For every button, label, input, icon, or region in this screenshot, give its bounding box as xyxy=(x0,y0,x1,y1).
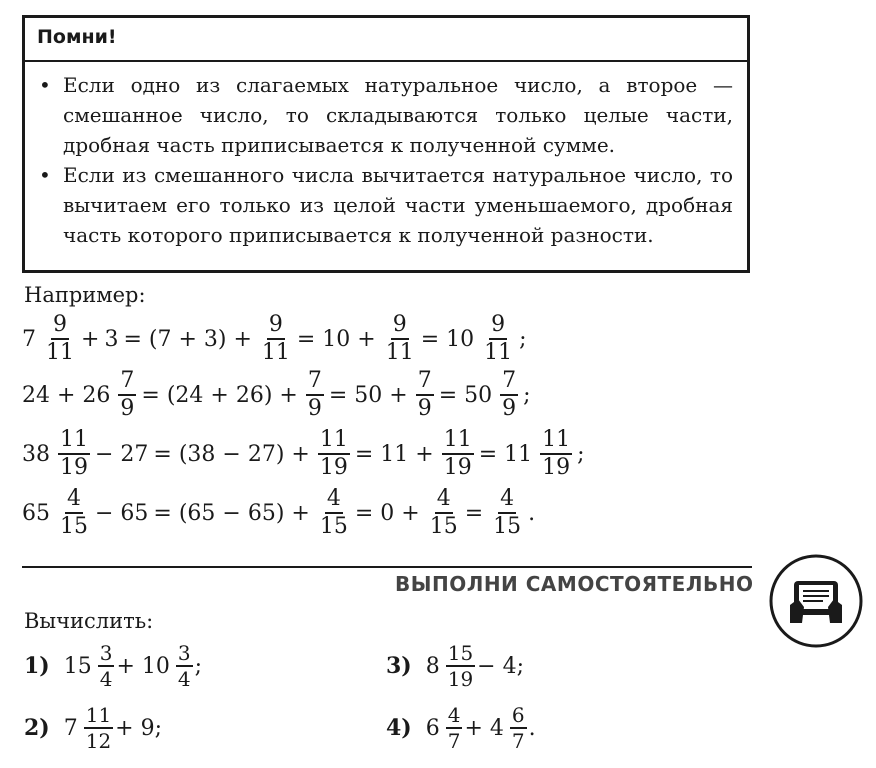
fraction: $\frac{11}{19}$ xyxy=(542,427,571,480)
task-4: 4) 6 $\frac{4}{7}$ + 4 $\frac{6}{7}$ . xyxy=(386,703,536,753)
bullet-icon: • xyxy=(39,73,51,97)
fraction: $\frac{9}{11}$ xyxy=(46,312,74,365)
rule-list xyxy=(25,62,747,250)
fraction: $\frac{4}{15}$ xyxy=(429,486,458,539)
fraction: $\frac{4}{15}$ xyxy=(319,486,348,539)
rule-title: Помни! xyxy=(25,18,747,62)
fraction: $\frac{15}{19}$ xyxy=(447,641,474,691)
section-header: ВЫПОЛНИ САМОСТОЯТЕЛЬНО xyxy=(395,572,754,596)
fraction: $\frac{7}{9}$ xyxy=(307,368,322,421)
fraction: $\frac{4}{15}$ xyxy=(493,486,522,539)
task-1: 1) 15 $\frac{3}{4}$ + 10 $\frac{3}{4}$ ; xyxy=(24,641,203,691)
rule-item: • Если одно из слагаемых натуральное число, а второе — смешанное число, то складываются только целые части, дробная часть приписывается к полученной сумме. xyxy=(63,70,733,160)
task-3: 3) 8 $\frac{15}{19}$ − 4; xyxy=(386,641,525,691)
example-line-3: 38 $\frac{11}{19}$ − 27 = (38 − 27) + $\frac{11}{19}$ = 11 + $\frac{11}{19}$ = 11 $\frac{11}{19}$ ; xyxy=(22,427,585,480)
fraction: $\frac{11}{19}$ xyxy=(60,427,88,480)
section-divider xyxy=(22,566,752,568)
example-line-2: 24 + 26 $\frac{7}{9}$ = (24 + 26) + $\frac{7}{9}$ = 50 + $\frac{7}{9}$ = 50 $\frac{7}{9}$ ; xyxy=(22,368,531,421)
fraction: $\frac{4}{7}$ xyxy=(447,703,461,753)
rule-box xyxy=(22,15,750,273)
examples-title: Например: xyxy=(24,283,146,307)
bullet-icon: • xyxy=(39,163,51,187)
rule-item: • Если из смешанного числа вычитается натуральное число, то вычитаем его только из целой части уменьшаемого, дробная часть которого приписывается к полученной разности. xyxy=(63,160,733,250)
example-line-4: 65 $\frac{4}{15}$ − 65 = (65 − 65) + $\frac{4}{15}$ = 0 + $\frac{4}{15}$ = $\frac{4}{15}$ . xyxy=(22,486,536,539)
fraction: $\frac{3}{4}$ xyxy=(99,641,113,691)
fraction: $\frac{9}{11}$ xyxy=(484,312,513,365)
fraction: $\frac{7}{9}$ xyxy=(502,368,517,421)
fraction: $\frac{11}{12}$ xyxy=(85,703,112,753)
tasks-title: Вычислить: xyxy=(24,609,154,633)
fraction: $\frac{7}{9}$ xyxy=(417,368,432,421)
task-2: 2) 7 $\frac{11}{12}$ + 9; xyxy=(24,703,163,753)
fraction: $\frac{4}{15}$ xyxy=(60,486,88,539)
fraction: $\frac{11}{19}$ xyxy=(443,427,472,480)
example-line-1: 7 $\frac{9}{11}$ + 3 = (7 + 3) + $\frac{9}{11}$ = 10 + $\frac{9}{11}$ = 10 $\frac{9}{11}$ ; xyxy=(22,312,527,365)
fraction: $\frac{7}{9}$ xyxy=(120,368,135,421)
fraction: $\frac{6}{7}$ xyxy=(511,703,525,753)
fraction: $\frac{9}{11}$ xyxy=(385,312,414,365)
fraction: $\frac{11}{19}$ xyxy=(319,427,348,480)
fraction: $\frac{9}{11}$ xyxy=(261,312,290,365)
fraction: $\frac{3}{4}$ xyxy=(177,641,191,691)
tablet-hands-icon xyxy=(768,553,864,649)
